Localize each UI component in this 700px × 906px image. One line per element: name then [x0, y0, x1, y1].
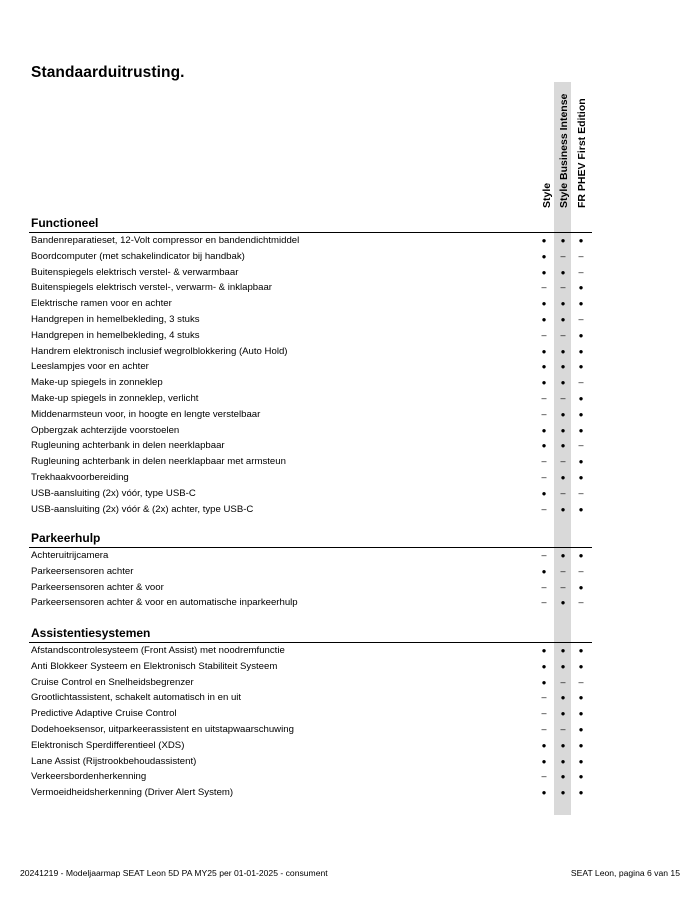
- equipment-label: Vermoeidheidsherkenning (Driver Alert System): [31, 787, 234, 799]
- not-available-dash-icon: [538, 580, 550, 596]
- not-available-dash-icon: [557, 722, 569, 738]
- standard-dot-icon: [575, 296, 587, 312]
- equipment-label: Predictive Adaptive Cruise Control: [31, 708, 177, 720]
- not-available-dash-icon: [557, 454, 569, 470]
- equipment-label: Parkeersensoren achter & voor en automatische inparkeerhulp: [31, 597, 298, 609]
- standard-dot-icon: [538, 659, 550, 675]
- equipment-label: Elektronisch Sperdifferentieel (XDS): [31, 739, 185, 751]
- not-available-dash-icon: [538, 391, 550, 407]
- standard-dot-icon: [557, 754, 569, 770]
- standard-dot-icon: [557, 296, 569, 312]
- equipment-label: Opbergzak achterzijde voorstoelen: [31, 424, 180, 436]
- standard-dot-icon: [575, 391, 587, 407]
- equipment-row: [29, 595, 592, 611]
- standard-dot-icon: [557, 470, 569, 486]
- equipment-label: Cruise Control en Snelheidsbegrenzer: [31, 676, 194, 688]
- not-available-dash-icon: [538, 454, 550, 470]
- equipment-label: Lane Assist (Rijstrookbehoudassistent): [31, 755, 197, 767]
- standard-dot-icon: [557, 769, 569, 785]
- equipment-row: [29, 754, 592, 770]
- standard-dot-icon: [557, 690, 569, 706]
- standard-dot-icon: [538, 312, 550, 328]
- equipment-label: Handgrepen in hemelbekleding, 3 stuks: [31, 313, 200, 325]
- standard-dot-icon: [557, 659, 569, 675]
- not-available-dash-icon: [557, 580, 569, 596]
- standard-dot-icon: [538, 344, 550, 360]
- standard-dot-icon: [575, 454, 587, 470]
- equipment-label: Anti Blokkeer Systeem en Elektronisch Stabiliteit Systeem: [31, 660, 278, 672]
- equipment-label: Grootlichtassistent, schakelt automatisch in en uit: [31, 692, 242, 704]
- standard-dot-icon: [575, 359, 587, 375]
- standard-dot-icon: [575, 690, 587, 706]
- standard-dot-icon: [557, 438, 569, 454]
- standard-dot-icon: [575, 659, 587, 675]
- not-available-dash-icon: [575, 438, 587, 454]
- standard-dot-icon: [575, 344, 587, 360]
- equipment-row: [29, 280, 592, 296]
- column-header-label: Style Business Intense: [558, 93, 570, 208]
- equipment-label: Handgrepen in hemelbekleding, 4 stuks: [31, 329, 200, 341]
- standard-dot-icon: [575, 502, 587, 518]
- standard-dot-icon: [557, 359, 569, 375]
- standard-dot-icon: [575, 407, 587, 423]
- standard-dot-icon: [575, 754, 587, 770]
- standard-dot-icon: [557, 643, 569, 659]
- standard-dot-icon: [557, 344, 569, 360]
- not-available-dash-icon: [557, 486, 569, 502]
- standard-dot-icon: [575, 423, 587, 439]
- standard-dot-icon: [557, 423, 569, 439]
- standard-dot-icon: [538, 438, 550, 454]
- not-available-dash-icon: [538, 328, 550, 344]
- equipment-row: [29, 643, 592, 659]
- section-title: Parkeerhulp: [31, 531, 101, 545]
- standard-dot-icon: [575, 580, 587, 596]
- standard-dot-icon: [575, 643, 587, 659]
- not-available-dash-icon: [538, 690, 550, 706]
- equipment-row: [29, 407, 592, 423]
- equipment-row: [29, 375, 592, 391]
- standard-dot-icon: [575, 722, 587, 738]
- not-available-dash-icon: [575, 595, 587, 611]
- not-available-dash-icon: [575, 265, 587, 281]
- equipment-label: Verkeersbordenherkenning: [31, 771, 147, 783]
- equipment-row: [29, 564, 592, 580]
- equipment-row: [29, 344, 592, 360]
- standard-dot-icon: [538, 359, 550, 375]
- not-available-dash-icon: [538, 769, 550, 785]
- standard-dot-icon: [575, 738, 587, 754]
- not-available-dash-icon: [557, 280, 569, 296]
- equipment-label: Buitenspiegels elektrisch verstel- & verwarmbaar: [31, 266, 239, 278]
- equipment-label: Elektrische ramen voor en achter: [31, 298, 172, 310]
- section-title: Assistentiesystemen: [31, 626, 151, 640]
- equipment-row: [29, 722, 592, 738]
- equipment-row: [29, 659, 592, 675]
- equipment-label: Middenarmsteun voor, in hoogte en lengte verstelbaar: [31, 408, 261, 420]
- standard-dot-icon: [575, 233, 587, 249]
- equipment-label: Leeslampjes voor en achter: [31, 361, 149, 373]
- standard-dot-icon: [557, 548, 569, 564]
- not-available-dash-icon: [557, 249, 569, 265]
- footer-document-info: 20241219 - Modeljaarmap SEAT Leon 5D PA MY25 per 01-01-2025 - consument: [20, 868, 328, 878]
- equipment-row: [29, 296, 592, 312]
- not-available-dash-icon: [538, 407, 550, 423]
- not-available-dash-icon: [575, 675, 587, 691]
- equipment-row: [29, 690, 592, 706]
- equipment-label: Achteruitrijcamera: [31, 550, 109, 561]
- equipment-row: [29, 312, 592, 328]
- equipment-row: [29, 785, 592, 801]
- standard-dot-icon: [575, 280, 587, 296]
- standard-dot-icon: [575, 328, 587, 344]
- equipment-row: [29, 328, 592, 344]
- section-parkeerhulp: [29, 531, 592, 611]
- equipment-row: [29, 359, 592, 375]
- standard-dot-icon: [575, 470, 587, 486]
- not-available-dash-icon: [575, 564, 587, 580]
- not-available-dash-icon: [538, 548, 550, 564]
- standard-dot-icon: [557, 738, 569, 754]
- equipment-row: [29, 470, 592, 486]
- equipment-row: [29, 769, 592, 785]
- standard-dot-icon: [575, 706, 587, 722]
- equipment-row: [29, 233, 592, 249]
- standard-dot-icon: [538, 754, 550, 770]
- standard-dot-icon: [557, 233, 569, 249]
- equipment-label: Trekhaakvoorbereiding: [31, 471, 129, 483]
- not-available-dash-icon: [538, 280, 550, 296]
- equipment-label: USB-aansluiting (2x) vóór, type USB-C: [31, 487, 196, 499]
- equipment-label: Make-up spiegels in zonneklep, verlicht: [31, 392, 199, 404]
- equipment-label: Rugleuning achterbank in delen neerklapbaar: [31, 440, 225, 452]
- section-functioneel: [29, 216, 592, 517]
- equipment-row: [29, 391, 592, 407]
- section-title: Functioneel: [31, 216, 99, 230]
- footer-page-number: SEAT Leon, pagina 6 van 15: [570, 868, 680, 878]
- not-available-dash-icon: [575, 312, 587, 328]
- standard-dot-icon: [557, 706, 569, 722]
- equipment-label: Boordcomputer (met schakelindicator bij handbak): [31, 250, 245, 262]
- standard-dot-icon: [538, 265, 550, 281]
- equipment-row: [29, 706, 592, 722]
- not-available-dash-icon: [575, 249, 587, 265]
- not-available-dash-icon: [557, 675, 569, 691]
- standard-dot-icon: [538, 233, 550, 249]
- standard-dot-icon: [557, 595, 569, 611]
- equipment-row: [29, 454, 592, 470]
- equipment-row: [29, 580, 592, 596]
- not-available-dash-icon: [538, 502, 550, 518]
- equipment-row: [29, 423, 592, 439]
- standard-dot-icon: [538, 375, 550, 391]
- not-available-dash-icon: [538, 706, 550, 722]
- equipment-row: [29, 675, 592, 691]
- equipment-row: [29, 502, 592, 518]
- standard-dot-icon: [557, 502, 569, 518]
- equipment-row: [29, 265, 592, 281]
- not-available-dash-icon: [575, 486, 587, 502]
- standard-dot-icon: [557, 407, 569, 423]
- not-available-dash-icon: [557, 328, 569, 344]
- equipment-label: USB-aansluiting (2x) vóór & (2x) achter, type USB-C: [31, 503, 254, 515]
- page-title: Standaarduitrusting.: [31, 64, 185, 81]
- equipment-label: Parkeersensoren achter: [31, 565, 134, 577]
- not-available-dash-icon: [557, 391, 569, 407]
- equipment-label: Parkeersensoren achter & voor: [31, 581, 164, 593]
- standard-dot-icon: [538, 738, 550, 754]
- standard-dot-icon: [538, 249, 550, 265]
- equipment-row: [29, 548, 592, 564]
- standard-dot-icon: [538, 643, 550, 659]
- not-available-dash-icon: [538, 470, 550, 486]
- standard-dot-icon: [538, 675, 550, 691]
- equipment-label: Buitenspiegels elektrisch verstel-, verwarm- & inklapbaar: [31, 282, 273, 294]
- not-available-dash-icon: [538, 595, 550, 611]
- section-assistentiesystemen: [29, 626, 592, 801]
- standard-dot-icon: [557, 265, 569, 281]
- equipment-row: [29, 438, 592, 454]
- equipment-label: Dodehoeksensor, uitparkeerassistent en uitstapwaarschuwing: [31, 723, 294, 735]
- standard-dot-icon: [557, 312, 569, 328]
- not-available-dash-icon: [557, 564, 569, 580]
- standard-dot-icon: [538, 486, 550, 502]
- standard-dot-icon: [575, 785, 587, 801]
- standard-dot-icon: [538, 296, 550, 312]
- equipment-label: Afstandscontrolesysteem (Front Assist) met noodremfunctie: [31, 645, 285, 656]
- standard-dot-icon: [538, 564, 550, 580]
- standard-dot-icon: [557, 785, 569, 801]
- equipment-label: Make-up spiegels in zonneklep: [31, 377, 163, 389]
- standard-dot-icon: [557, 375, 569, 391]
- column-header-label: Style: [541, 182, 553, 208]
- equipment-row: [29, 486, 592, 502]
- standard-dot-icon: [538, 785, 550, 801]
- equipment-label: Handrem elektronisch inclusief wegrolblokkering (Auto Hold): [31, 345, 288, 357]
- equipment-row: [29, 738, 592, 754]
- not-available-dash-icon: [575, 375, 587, 391]
- equipment-label: Bandenreparatieset, 12-Volt compressor en bandendichtmiddel: [31, 235, 300, 246]
- equipment-label: Rugleuning achterbank in delen neerklapbaar met armsteun: [31, 456, 286, 468]
- not-available-dash-icon: [538, 722, 550, 738]
- standard-dot-icon: [538, 423, 550, 439]
- equipment-row: [29, 249, 592, 265]
- column-header-label: FR PHEV First Edition: [576, 98, 588, 208]
- standard-dot-icon: [575, 769, 587, 785]
- standard-dot-icon: [575, 548, 587, 564]
